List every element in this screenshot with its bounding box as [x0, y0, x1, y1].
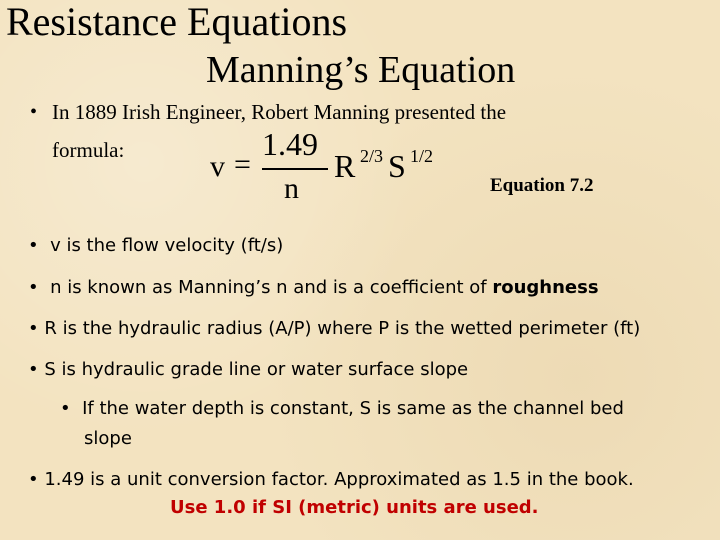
slide-title: Resistance Equations	[6, 0, 348, 44]
equation-R-exponent: 2/3	[360, 146, 384, 166]
bullet-manning-intro: In 1889 Irish Engineer, Robert Manning presented the	[52, 100, 507, 124]
manning-equation	[210, 128, 450, 212]
equation-R: R	[334, 148, 356, 184]
bullet-manning-intro-cont: formula:	[52, 138, 125, 162]
bullet-marker: •	[28, 277, 39, 298]
equation-denominator: n	[284, 172, 299, 205]
equation-S-exponent: 1/2	[410, 146, 434, 166]
bullet-velocity	[28, 235, 283, 256]
bullet-manning-n-bold: roughness	[492, 277, 599, 298]
bullet-hydraulic-radius	[28, 318, 640, 339]
bullet-conversion-text: 1.49 is a unit conversion factor. Approximated as 1.5 in the book.	[44, 469, 634, 490]
bullet-marker: •	[28, 318, 39, 339]
sub-bullet-text: If the water depth is constant, S is same as the channel bed	[82, 398, 624, 419]
bullet-velocity-text: v is the flow velocity (ft/s)	[50, 235, 284, 256]
bullet-marker: •	[60, 398, 71, 419]
equation-S: S	[388, 148, 406, 184]
equation-numerator: 1.49	[262, 126, 318, 162]
fraction-bar	[262, 168, 328, 170]
sub-bullet-constant-depth	[60, 398, 624, 419]
bullet-marker: •	[28, 235, 39, 256]
equation-lhs: v	[210, 150, 225, 183]
sub-bullet-constant-depth-cont: slope	[84, 428, 132, 449]
bullet-marker: •	[30, 101, 38, 123]
bullet-slope	[28, 359, 468, 380]
equation-label: Equation 7.2	[490, 175, 594, 196]
bullet-manning-n-text: n is known as Manning’s n and is a coefficient of	[50, 277, 493, 298]
bullet-manning-n	[28, 277, 599, 298]
equation-equals: =	[234, 148, 251, 181]
slide-subtitle: Manning’s Equation	[206, 49, 516, 91]
si-units-note: Use 1.0 if SI (metric) units are used.	[170, 497, 539, 518]
bullet-marker: •	[28, 359, 39, 380]
bullet-hydraulic-radius-text: R is the hydraulic radius (A/P) where P is the wetted perimeter (ft)	[44, 318, 641, 339]
bullet-slope-text: S is hydraulic grade line or water surface slope	[44, 359, 469, 380]
bullet-conversion-factor	[28, 469, 634, 490]
bullet-marker: •	[28, 469, 39, 490]
